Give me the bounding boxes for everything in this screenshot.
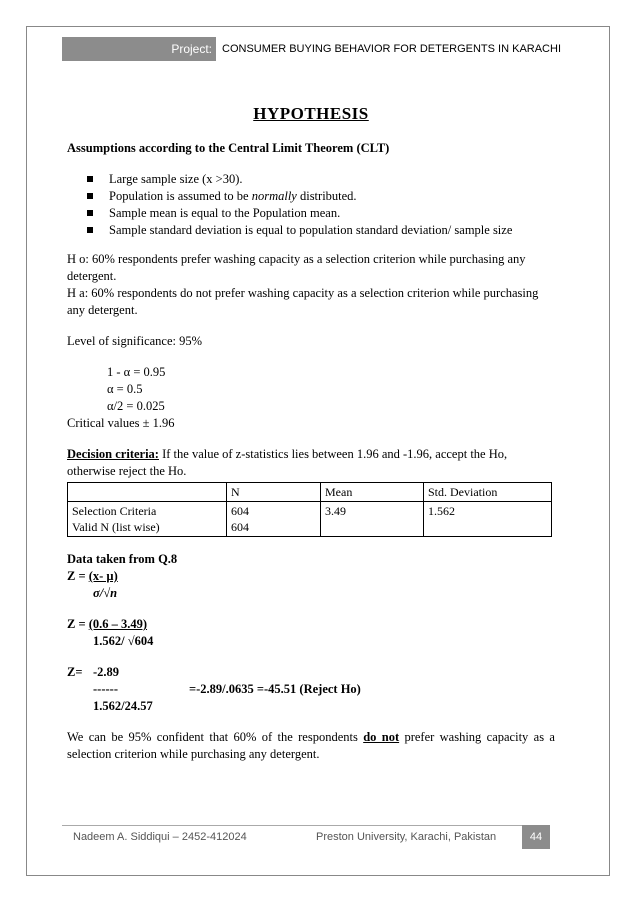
list-item: Sample standard deviation is equal to population standard deviation/ sample size	[87, 222, 555, 239]
list-item: Sample mean is equal to the Population mean.	[87, 205, 555, 222]
alt-hypothesis: H a: 60% respondents do not prefer washing capacity as a selection criterion while purchasing any detergent.	[67, 286, 539, 317]
critical-values: Critical values ± 1.96	[67, 416, 175, 430]
significance-level: Level of significance: 95%	[67, 334, 203, 348]
z-formula-denominator: σ/√n	[93, 586, 118, 600]
z-result-numerator: Z= -2.89	[67, 665, 120, 679]
z-formula: Z = (x- µ)	[67, 569, 118, 583]
bullet-icon	[87, 193, 93, 199]
z-result-denominator: 1.562/24.57	[93, 699, 153, 713]
page-content	[67, 105, 555, 763]
assumptions-list	[67, 171, 555, 239]
conclusion: We can be 95% confident that 60% of the respondents do not prefer washing capacity as a selection criterion while purchasing any detergent.	[67, 730, 555, 761]
bullet-icon	[87, 176, 93, 182]
alpha-line-1: 1 - α = 0.95	[107, 365, 166, 379]
header-label: Project:	[171, 42, 212, 56]
header-title: CONSUMER BUYING BEHAVIOR FOR DETERGENTS IN KARACHI	[222, 43, 562, 55]
page-title: HYPOTHESIS	[253, 104, 369, 123]
alpha-line-3: α/2 = 0.025	[107, 399, 165, 413]
list-item: Large sample size (x >30).	[87, 171, 555, 188]
data-source: Data taken from Q.8	[67, 552, 178, 566]
bullet-icon	[87, 210, 93, 216]
footer-university: Preston University, Karachi, Pakistan	[316, 831, 497, 843]
stats-table	[67, 482, 552, 537]
page-number: 44	[522, 825, 550, 849]
footer-author: Nadeem A. Siddiqui – 2452-412024	[73, 831, 247, 843]
z-substitution-denominator: 1.562/ √604	[93, 634, 154, 648]
alpha-line-2: α = 0.5	[107, 382, 143, 396]
table-header-row: N Mean Std. Deviation	[68, 483, 552, 502]
bullet-icon	[87, 227, 93, 233]
z-substitution: Z = (0.6 – 3.49)	[67, 617, 148, 631]
table-row: Selection Criteria Valid N (list wise) 604 604 3.49 1.562	[68, 502, 552, 537]
list-item: Population is assumed to be normally distributed.	[87, 188, 555, 205]
assumptions-heading: Assumptions according to the Central Limit Theorem (CLT)	[67, 141, 390, 155]
decision-criteria: Decision criteria: If the value of z-statistics lies between 1.96 and -1.96, accept the Ho, otherwise reject the Ho.	[67, 447, 508, 478]
z-result: ------ =-2.89/.0635 =-45.51 (Reject Ho)	[93, 682, 361, 696]
null-hypothesis: H o: 60% respondents prefer washing capacity as a selection criterion while purchasing any detergent.	[67, 252, 526, 283]
